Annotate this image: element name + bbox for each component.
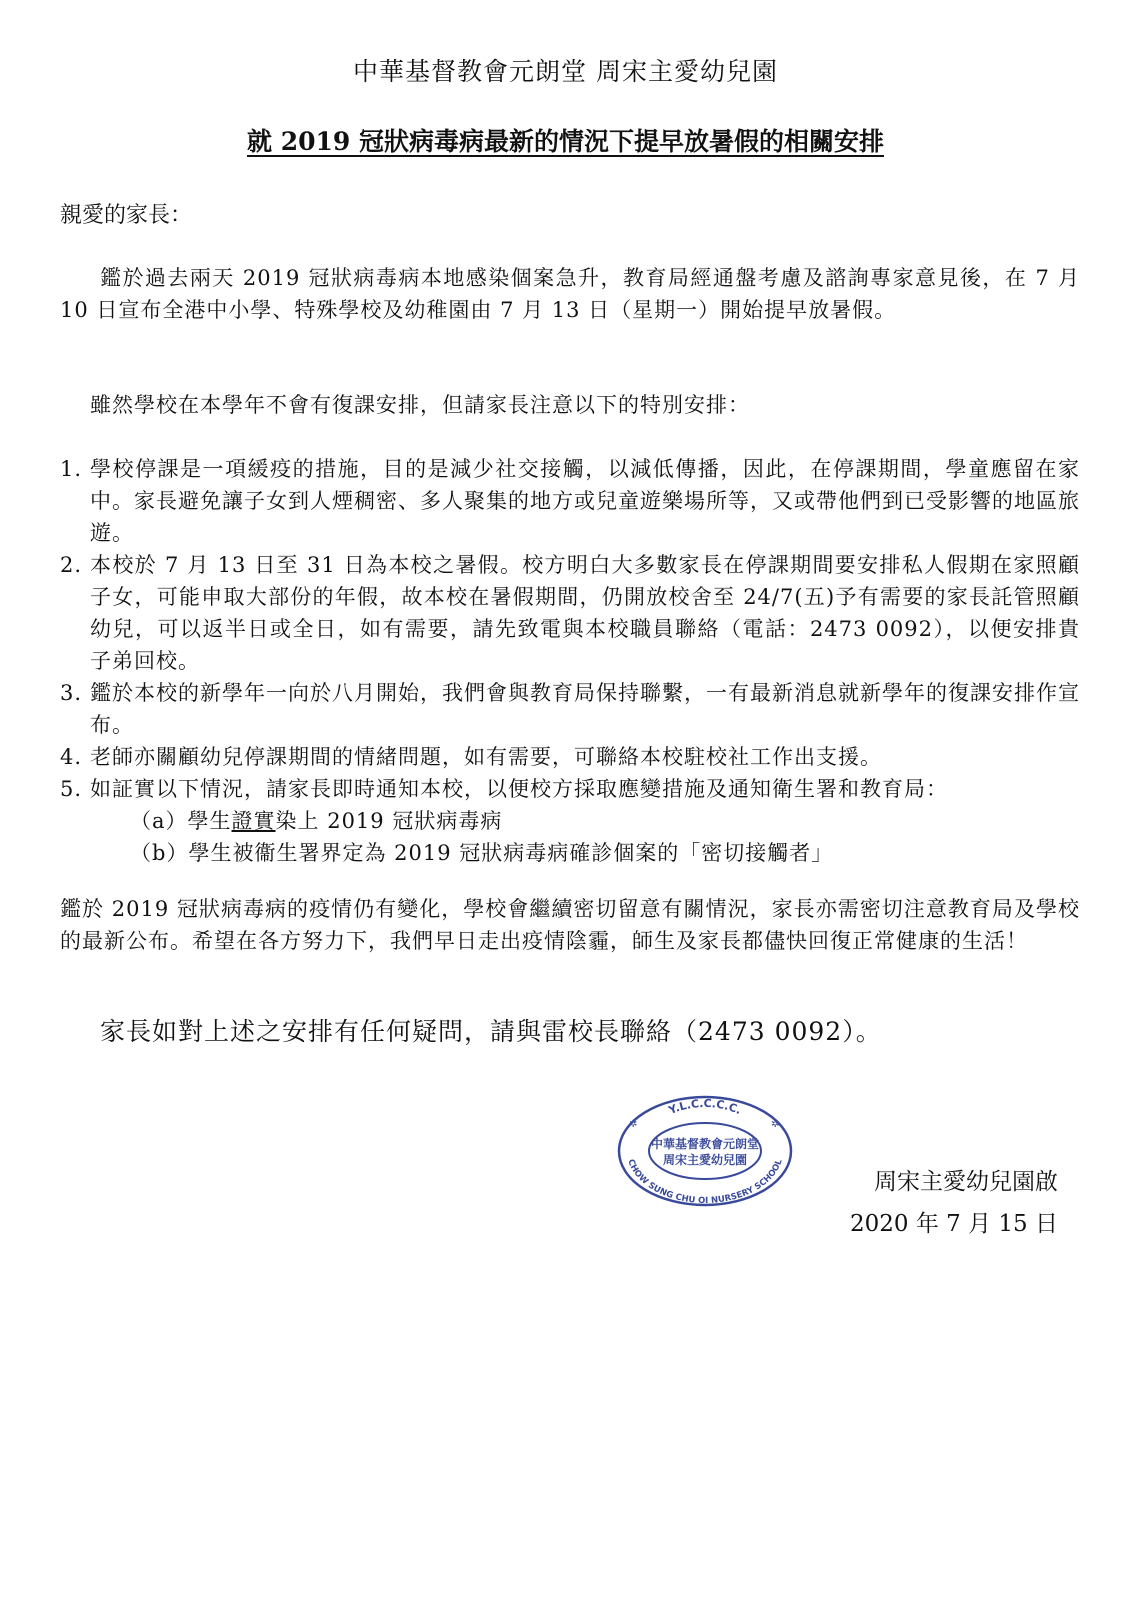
seal-top-text: Y.L.C.C.C.C. <box>666 1096 744 1118</box>
seal-star-left-icon: ✲ <box>629 1119 638 1130</box>
paragraph-arrangements-intro: 雖然學校在本學年不會有復課安排，但請家長注意以下的特別安排： <box>90 393 750 417</box>
list-item-number: 3. <box>60 681 83 705</box>
list-item <box>60 453 1080 549</box>
sub-item-b: （b）學生被衞生署界定為 2019 冠狀病毒病確診個案的「密切接觸者」 <box>130 841 834 865</box>
seal-bottom-text: CHOW SUNG CHU OI NURSERY SCHOOL <box>625 1157 785 1207</box>
contact-line: 家長如對上述之安排有任何疑問，請與雷校長聯絡（2473 0092）。 <box>100 1017 882 1046</box>
sender-signature: 周宋主愛幼兒園啟 <box>874 1169 1058 1195</box>
list-item-number: 1. <box>60 457 83 481</box>
list-item-number: 5. <box>60 777 83 801</box>
list-item-number: 2. <box>60 553 83 577</box>
paragraph-intro: 鑑於過去兩天 2019 冠狀病毒病本地感染個案急升，教育局經通盤考慮及諮詢專家意見後，在 7 月 10 日宣布全港中小學、特殊學校及幼稚園由 7 月 13 日（星期一）開始提早放暑假。 <box>60 266 1080 322</box>
list-item-text: 如証實以下情況，請家長即時通知本校，以便校方採取應變措施及通知衛生署和教育局： <box>90 777 948 801</box>
sub-item-a-prefix: （a）學生 <box>130 809 232 833</box>
sub-item-a-underlined: 證實 <box>231 809 276 833</box>
list-item <box>60 677 1080 741</box>
list-item-text: 學校停課是一項緩疫的措施，目的是減少社交接觸，以減低傳播，因此，在停課期間，學童應留在家中。家長避免讓子女到人煙稠密、多人聚集的地方或兒童遊樂場所等，又或帶他們到已受影響的地區旅遊。 <box>90 457 1080 545</box>
list-item-text: 老師亦關顧幼兒停課期間的情緒問題，如有需要，可聯絡本校駐校社工作出支援。 <box>90 745 882 769</box>
school-name: 中華基督教會元朗堂 周宋主愛幼兒園 <box>353 57 778 86</box>
list-item-number: 4. <box>60 745 83 769</box>
list-item-text: 本校於 7 月 13 日至 31 日為本校之暑假。校方明白大多數家長在停課期間要安排私人假期在家照顧子女，可能申取大部份的年假，故本校在暑假期間，仍開放校舍至 24/7(五)予有需要的家長託管照顧幼兒，可以返半日或全日，如有需要，請先致電與本校職員聯絡（電話：2473 0092），以便安排貴子弟回校。 <box>90 553 1080 673</box>
letter-date: 2020 年 7 月 15 日 <box>850 1211 1058 1237</box>
seal-line2: 周宋主愛幼兒園 <box>662 1153 748 1167</box>
seal-line1: 中華基督教會元朗堂 <box>650 1137 760 1151</box>
document-title: 就 2019 冠狀病毒病最新的情況下提早放暑假的相關安排 <box>247 127 884 156</box>
seal-outer-ring <box>619 1097 791 1205</box>
salutation: 親愛的家長： <box>60 203 193 228</box>
list-item-text: 鑑於本校的新學年一向於八月開始，我們會與教育局保持聯繫，一有最新消息就新學年的復課安排作宣布。 <box>90 681 1080 737</box>
list-item <box>60 741 1080 773</box>
sub-item-a <box>90 805 1080 837</box>
sub-item-a-suffix: 染上 2019 冠狀病毒病 <box>275 809 503 833</box>
arrangement-list <box>60 453 1080 869</box>
seal-inner-ring <box>649 1123 761 1179</box>
seal-star-right-icon: ✲ <box>771 1119 780 1130</box>
list-item <box>60 773 1080 869</box>
list-item <box>60 549 1080 677</box>
paragraph-closing: 鑑於 2019 冠狀病毒病的疫情仍有變化，學校會繼續密切留意有關情況，家長亦需密切注意教育局及學校的最新公布。希望在各方努力下，我們早日走出疫情陰霾，師生及家長都儘快回復正常健康的生活！ <box>60 897 1080 953</box>
school-seal <box>615 1093 795 1209</box>
